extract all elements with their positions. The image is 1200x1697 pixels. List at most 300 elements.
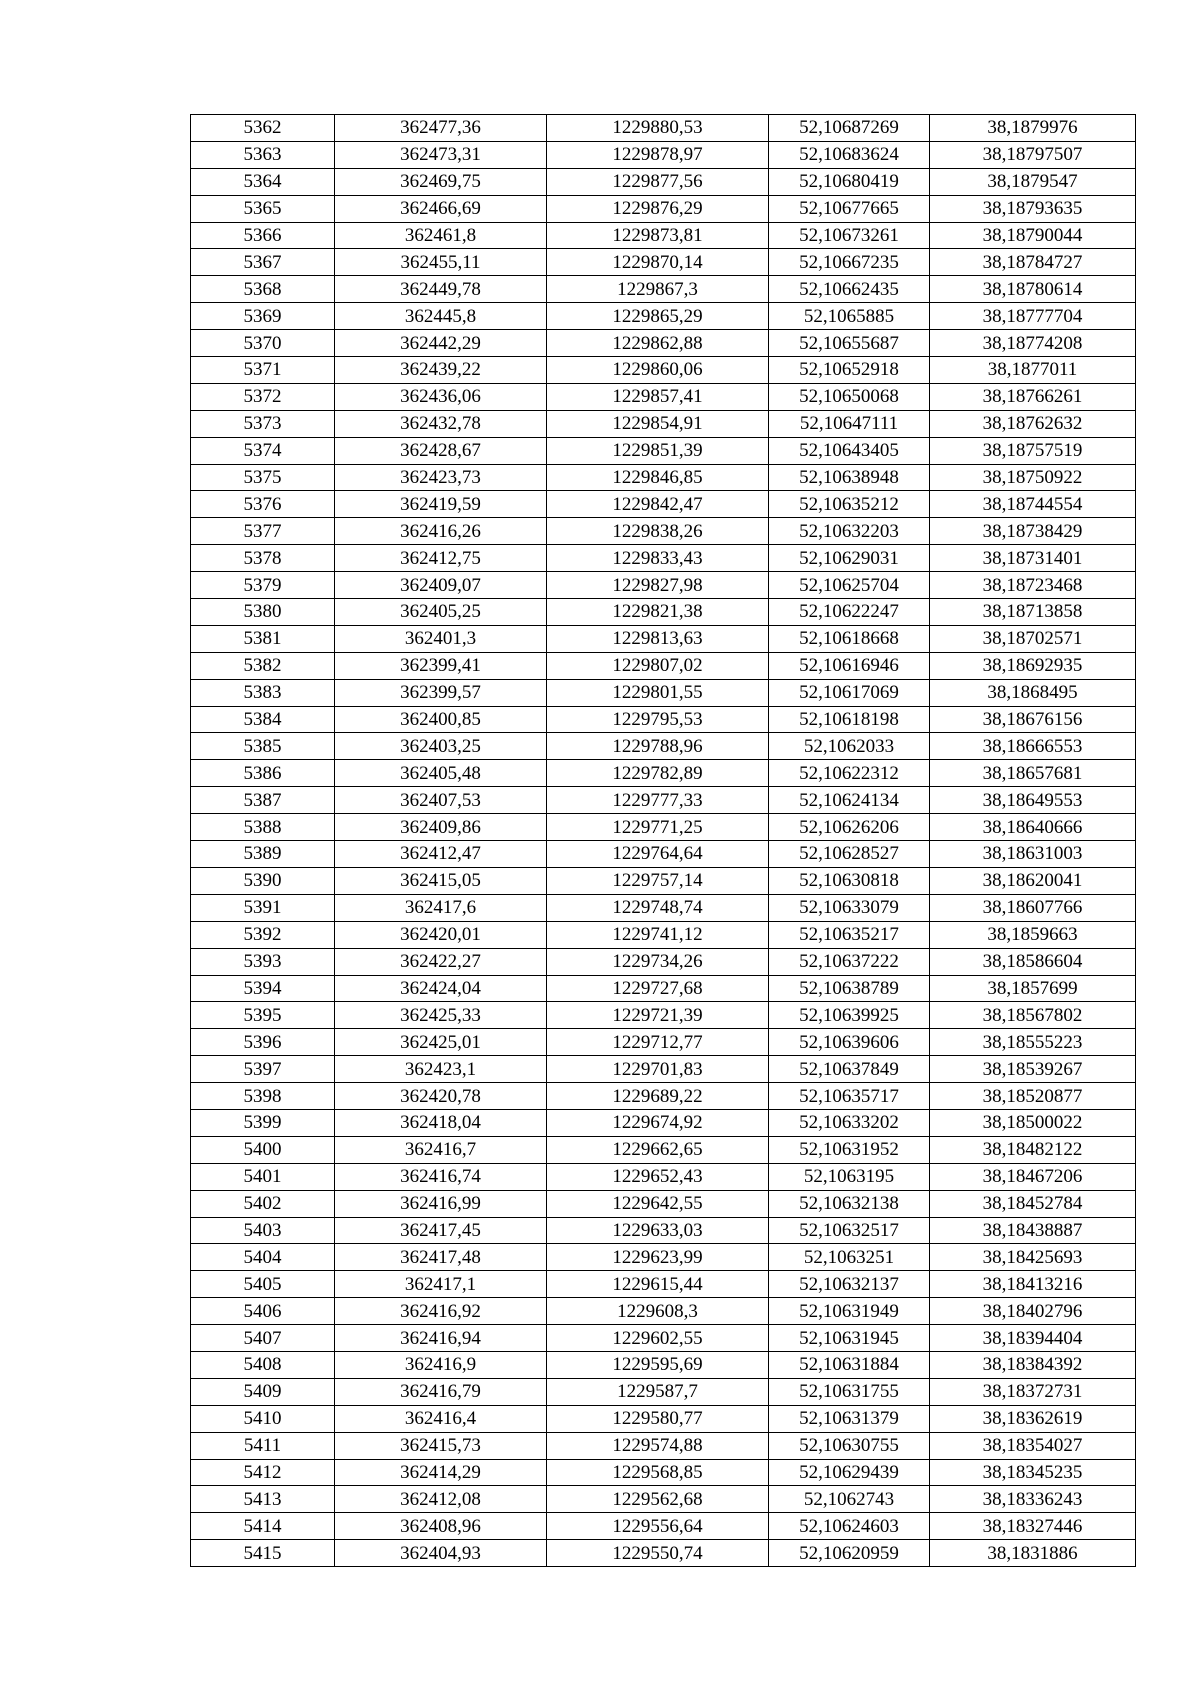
table-row — [191, 330, 1136, 357]
y-coordinate-cell: 1229870,14 — [547, 249, 769, 276]
longitude-cell: 38,18482122 — [930, 1136, 1136, 1163]
table-row — [191, 1002, 1136, 1029]
longitude-cell: 38,18425693 — [930, 1244, 1136, 1271]
point-number-cell: 5379 — [191, 572, 335, 599]
table-row — [191, 1486, 1136, 1513]
x-coordinate-cell: 362412,08 — [335, 1486, 547, 1513]
y-coordinate-cell: 1229712,77 — [547, 1029, 769, 1056]
point-number-cell: 5367 — [191, 249, 335, 276]
table-row — [191, 1029, 1136, 1056]
y-coordinate-cell: 1229821,38 — [547, 599, 769, 626]
y-coordinate-cell: 1229865,29 — [547, 303, 769, 330]
x-coordinate-cell: 362425,01 — [335, 1029, 547, 1056]
x-coordinate-cell: 362415,73 — [335, 1432, 547, 1459]
table-row — [191, 383, 1136, 410]
x-coordinate-cell: 362401,3 — [335, 625, 547, 652]
y-coordinate-cell: 1229857,41 — [547, 383, 769, 410]
longitude-cell: 38,18780614 — [930, 276, 1136, 303]
x-coordinate-cell: 362415,05 — [335, 867, 547, 894]
x-coordinate-cell: 362423,1 — [335, 1056, 547, 1083]
table-row — [191, 599, 1136, 626]
y-coordinate-cell: 1229867,3 — [547, 276, 769, 303]
y-coordinate-cell: 1229827,98 — [547, 572, 769, 599]
y-coordinate-cell: 1229771,25 — [547, 814, 769, 841]
latitude-cell: 52,10628527 — [769, 841, 930, 868]
x-coordinate-cell: 362439,22 — [335, 357, 547, 384]
point-number-cell: 5414 — [191, 1513, 335, 1540]
table-row — [191, 1109, 1136, 1136]
table-row — [191, 572, 1136, 599]
longitude-cell: 38,18354027 — [930, 1432, 1136, 1459]
y-coordinate-cell: 1229674,92 — [547, 1109, 769, 1136]
latitude-cell: 52,10622247 — [769, 599, 930, 626]
latitude-cell: 52,10637849 — [769, 1056, 930, 1083]
latitude-cell: 52,10622312 — [769, 760, 930, 787]
x-coordinate-cell: 362405,25 — [335, 599, 547, 626]
y-coordinate-cell: 1229851,39 — [547, 437, 769, 464]
x-coordinate-cell: 362416,9 — [335, 1351, 547, 1378]
y-coordinate-cell: 1229801,55 — [547, 679, 769, 706]
point-number-cell: 5385 — [191, 733, 335, 760]
y-coordinate-cell: 1229846,85 — [547, 464, 769, 491]
point-number-cell: 5412 — [191, 1459, 335, 1486]
point-number-cell: 5394 — [191, 975, 335, 1002]
longitude-cell: 38,18372731 — [930, 1378, 1136, 1405]
x-coordinate-cell: 362419,59 — [335, 491, 547, 518]
table-row — [191, 1325, 1136, 1352]
table-row — [191, 867, 1136, 894]
x-coordinate-cell: 362407,53 — [335, 787, 547, 814]
latitude-cell: 52,10631755 — [769, 1378, 930, 1405]
latitude-cell: 52,10624603 — [769, 1513, 930, 1540]
table-row — [191, 1459, 1136, 1486]
longitude-cell: 38,18649553 — [930, 787, 1136, 814]
table-row — [191, 115, 1136, 142]
point-number-cell: 5383 — [191, 679, 335, 706]
y-coordinate-cell: 1229860,06 — [547, 357, 769, 384]
y-coordinate-cell: 1229873,81 — [547, 222, 769, 249]
y-coordinate-cell: 1229662,65 — [547, 1136, 769, 1163]
x-coordinate-cell: 362445,8 — [335, 303, 547, 330]
table-row — [191, 1432, 1136, 1459]
y-coordinate-cell: 1229608,3 — [547, 1298, 769, 1325]
latitude-cell: 52,1062743 — [769, 1486, 930, 1513]
x-coordinate-cell: 362417,48 — [335, 1244, 547, 1271]
y-coordinate-cell: 1229587,7 — [547, 1378, 769, 1405]
latitude-cell: 52,1065885 — [769, 303, 930, 330]
x-coordinate-cell: 362414,29 — [335, 1459, 547, 1486]
x-coordinate-cell: 362416,92 — [335, 1298, 547, 1325]
y-coordinate-cell: 1229701,83 — [547, 1056, 769, 1083]
table-row — [191, 1083, 1136, 1110]
longitude-cell: 38,18744554 — [930, 491, 1136, 518]
table-row — [191, 814, 1136, 841]
point-number-cell: 5393 — [191, 948, 335, 975]
longitude-cell: 38,18413216 — [930, 1271, 1136, 1298]
latitude-cell: 52,10635217 — [769, 921, 930, 948]
longitude-cell: 38,1831886 — [930, 1540, 1136, 1567]
x-coordinate-cell: 362420,78 — [335, 1083, 547, 1110]
longitude-cell: 38,1879547 — [930, 168, 1136, 195]
y-coordinate-cell: 1229877,56 — [547, 168, 769, 195]
longitude-cell: 38,18327446 — [930, 1513, 1136, 1540]
table-row — [191, 1540, 1136, 1567]
longitude-cell: 38,18757519 — [930, 437, 1136, 464]
point-number-cell: 5386 — [191, 760, 335, 787]
table-row — [191, 1163, 1136, 1190]
y-coordinate-cell: 1229623,99 — [547, 1244, 769, 1271]
y-coordinate-cell: 1229854,91 — [547, 410, 769, 437]
table-row — [191, 1217, 1136, 1244]
x-coordinate-cell: 362424,04 — [335, 975, 547, 1002]
point-number-cell: 5392 — [191, 921, 335, 948]
table-row — [191, 975, 1136, 1002]
point-number-cell: 5396 — [191, 1029, 335, 1056]
latitude-cell: 52,1062033 — [769, 733, 930, 760]
table-row — [191, 168, 1136, 195]
table-row — [191, 518, 1136, 545]
latitude-cell: 52,10626206 — [769, 814, 930, 841]
point-number-cell: 5387 — [191, 787, 335, 814]
latitude-cell: 52,10635212 — [769, 491, 930, 518]
point-number-cell: 5407 — [191, 1325, 335, 1352]
table-row — [191, 1378, 1136, 1405]
longitude-cell: 38,18607766 — [930, 894, 1136, 921]
point-number-cell: 5364 — [191, 168, 335, 195]
point-number-cell: 5406 — [191, 1298, 335, 1325]
x-coordinate-cell: 362404,93 — [335, 1540, 547, 1567]
point-number-cell: 5403 — [191, 1217, 335, 1244]
y-coordinate-cell: 1229862,88 — [547, 330, 769, 357]
table-row — [191, 222, 1136, 249]
point-number-cell: 5389 — [191, 841, 335, 868]
latitude-cell: 52,10616946 — [769, 652, 930, 679]
x-coordinate-cell: 362455,11 — [335, 249, 547, 276]
longitude-cell: 38,18336243 — [930, 1486, 1136, 1513]
latitude-cell: 52,10620959 — [769, 1540, 930, 1567]
latitude-cell: 52,10632138 — [769, 1190, 930, 1217]
point-number-cell: 5408 — [191, 1351, 335, 1378]
longitude-cell: 38,18438887 — [930, 1217, 1136, 1244]
y-coordinate-cell: 1229764,64 — [547, 841, 769, 868]
x-coordinate-cell: 362473,31 — [335, 141, 547, 168]
longitude-cell: 38,18731401 — [930, 545, 1136, 572]
latitude-cell: 52,10638948 — [769, 464, 930, 491]
latitude-cell: 52,10632517 — [769, 1217, 930, 1244]
x-coordinate-cell: 362442,29 — [335, 330, 547, 357]
y-coordinate-cell: 1229777,33 — [547, 787, 769, 814]
latitude-cell: 52,10635717 — [769, 1083, 930, 1110]
x-coordinate-cell: 362405,48 — [335, 760, 547, 787]
point-number-cell: 5384 — [191, 706, 335, 733]
point-number-cell: 5415 — [191, 1540, 335, 1567]
point-number-cell: 5404 — [191, 1244, 335, 1271]
x-coordinate-cell: 362416,26 — [335, 518, 547, 545]
point-number-cell: 5365 — [191, 195, 335, 222]
latitude-cell: 52,10662435 — [769, 276, 930, 303]
longitude-cell: 38,18790044 — [930, 222, 1136, 249]
longitude-cell: 38,18750922 — [930, 464, 1136, 491]
table-row — [191, 921, 1136, 948]
y-coordinate-cell: 1229807,02 — [547, 652, 769, 679]
point-number-cell: 5395 — [191, 1002, 335, 1029]
latitude-cell: 52,10632203 — [769, 518, 930, 545]
x-coordinate-cell: 362400,85 — [335, 706, 547, 733]
x-coordinate-cell: 362399,41 — [335, 652, 547, 679]
coordinates-table — [190, 114, 1136, 1567]
y-coordinate-cell: 1229782,89 — [547, 760, 769, 787]
table-row — [191, 894, 1136, 921]
latitude-cell: 52,10639925 — [769, 1002, 930, 1029]
point-number-cell: 5409 — [191, 1378, 335, 1405]
table-row — [191, 787, 1136, 814]
x-coordinate-cell: 362399,57 — [335, 679, 547, 706]
point-number-cell: 5405 — [191, 1271, 335, 1298]
y-coordinate-cell: 1229580,77 — [547, 1405, 769, 1432]
table-row — [191, 1513, 1136, 1540]
y-coordinate-cell: 1229813,63 — [547, 625, 769, 652]
table-row — [191, 141, 1136, 168]
latitude-cell: 52,10618668 — [769, 625, 930, 652]
point-number-cell: 5375 — [191, 464, 335, 491]
table-row — [191, 679, 1136, 706]
longitude-cell: 38,18702571 — [930, 625, 1136, 652]
y-coordinate-cell: 1229795,53 — [547, 706, 769, 733]
longitude-cell: 38,18762632 — [930, 410, 1136, 437]
longitude-cell: 38,18394404 — [930, 1325, 1136, 1352]
y-coordinate-cell: 1229562,68 — [547, 1486, 769, 1513]
latitude-cell: 52,10631949 — [769, 1298, 930, 1325]
latitude-cell: 52,10647111 — [769, 410, 930, 437]
table-row — [191, 1405, 1136, 1432]
y-coordinate-cell: 1229550,74 — [547, 1540, 769, 1567]
point-number-cell: 5411 — [191, 1432, 335, 1459]
latitude-cell: 52,1063251 — [769, 1244, 930, 1271]
longitude-cell: 38,18384392 — [930, 1351, 1136, 1378]
longitude-cell: 38,18784727 — [930, 249, 1136, 276]
table-row — [191, 1298, 1136, 1325]
longitude-cell: 38,18362619 — [930, 1405, 1136, 1432]
x-coordinate-cell: 362409,07 — [335, 572, 547, 599]
longitude-cell: 38,1868495 — [930, 679, 1136, 706]
point-number-cell: 5363 — [191, 141, 335, 168]
x-coordinate-cell: 362409,86 — [335, 814, 547, 841]
longitude-cell: 38,1879976 — [930, 115, 1136, 142]
longitude-cell: 38,18713858 — [930, 599, 1136, 626]
table-row — [191, 545, 1136, 572]
table-row — [191, 841, 1136, 868]
point-number-cell: 5413 — [191, 1486, 335, 1513]
point-number-cell: 5368 — [191, 276, 335, 303]
x-coordinate-cell: 362408,96 — [335, 1513, 547, 1540]
longitude-cell: 38,18402796 — [930, 1298, 1136, 1325]
longitude-cell: 38,18452784 — [930, 1190, 1136, 1217]
latitude-cell: 52,10638789 — [769, 975, 930, 1002]
point-number-cell: 5374 — [191, 437, 335, 464]
x-coordinate-cell: 362477,36 — [335, 115, 547, 142]
table-row — [191, 491, 1136, 518]
table-row — [191, 1136, 1136, 1163]
point-number-cell: 5362 — [191, 115, 335, 142]
x-coordinate-cell: 362428,67 — [335, 437, 547, 464]
table-row — [191, 303, 1136, 330]
point-number-cell: 5382 — [191, 652, 335, 679]
point-number-cell: 5373 — [191, 410, 335, 437]
longitude-cell: 38,18793635 — [930, 195, 1136, 222]
longitude-cell: 38,18657681 — [930, 760, 1136, 787]
y-coordinate-cell: 1229838,26 — [547, 518, 769, 545]
point-number-cell: 5410 — [191, 1405, 335, 1432]
latitude-cell: 52,10624134 — [769, 787, 930, 814]
point-number-cell: 5397 — [191, 1056, 335, 1083]
latitude-cell: 52,10667235 — [769, 249, 930, 276]
y-coordinate-cell: 1229876,29 — [547, 195, 769, 222]
y-coordinate-cell: 1229741,12 — [547, 921, 769, 948]
latitude-cell: 52,1063195 — [769, 1163, 930, 1190]
y-coordinate-cell: 1229734,26 — [547, 948, 769, 975]
x-coordinate-cell: 362420,01 — [335, 921, 547, 948]
table-row — [191, 652, 1136, 679]
table-row — [191, 1244, 1136, 1271]
longitude-cell: 38,18738429 — [930, 518, 1136, 545]
y-coordinate-cell: 1229633,03 — [547, 1217, 769, 1244]
table-row — [191, 760, 1136, 787]
latitude-cell: 52,10637222 — [769, 948, 930, 975]
point-number-cell: 5380 — [191, 599, 335, 626]
longitude-cell: 38,18539267 — [930, 1056, 1136, 1083]
longitude-cell: 38,1859663 — [930, 921, 1136, 948]
longitude-cell: 38,18555223 — [930, 1029, 1136, 1056]
x-coordinate-cell: 362416,4 — [335, 1405, 547, 1432]
table-row — [191, 1190, 1136, 1217]
longitude-cell: 38,18631003 — [930, 841, 1136, 868]
x-coordinate-cell: 362432,78 — [335, 410, 547, 437]
y-coordinate-cell: 1229833,43 — [547, 545, 769, 572]
y-coordinate-cell: 1229788,96 — [547, 733, 769, 760]
longitude-cell: 38,18676156 — [930, 706, 1136, 733]
y-coordinate-cell: 1229721,39 — [547, 1002, 769, 1029]
latitude-cell: 52,10617069 — [769, 679, 930, 706]
longitude-cell: 38,18797507 — [930, 141, 1136, 168]
latitude-cell: 52,10632137 — [769, 1271, 930, 1298]
point-number-cell: 5402 — [191, 1190, 335, 1217]
x-coordinate-cell: 362416,94 — [335, 1325, 547, 1352]
latitude-cell: 52,10639606 — [769, 1029, 930, 1056]
longitude-cell: 38,1877011 — [930, 357, 1136, 384]
table-row — [191, 948, 1136, 975]
y-coordinate-cell: 1229652,43 — [547, 1163, 769, 1190]
table-row — [191, 276, 1136, 303]
x-coordinate-cell: 362418,04 — [335, 1109, 547, 1136]
table-row — [191, 1351, 1136, 1378]
latitude-cell: 52,10652918 — [769, 357, 930, 384]
latitude-cell: 52,10677665 — [769, 195, 930, 222]
longitude-cell: 38,18467206 — [930, 1163, 1136, 1190]
latitude-cell: 52,10650068 — [769, 383, 930, 410]
point-number-cell: 5369 — [191, 303, 335, 330]
latitude-cell: 52,10629439 — [769, 1459, 930, 1486]
coordinates-table-body — [191, 115, 1136, 1567]
point-number-cell: 5391 — [191, 894, 335, 921]
point-number-cell: 5400 — [191, 1136, 335, 1163]
longitude-cell: 38,18777704 — [930, 303, 1136, 330]
latitude-cell: 52,10631884 — [769, 1351, 930, 1378]
y-coordinate-cell: 1229757,14 — [547, 867, 769, 894]
y-coordinate-cell: 1229602,55 — [547, 1325, 769, 1352]
x-coordinate-cell: 362416,79 — [335, 1378, 547, 1405]
latitude-cell: 52,10655687 — [769, 330, 930, 357]
y-coordinate-cell: 1229642,55 — [547, 1190, 769, 1217]
point-number-cell: 5376 — [191, 491, 335, 518]
x-coordinate-cell: 362416,99 — [335, 1190, 547, 1217]
latitude-cell: 52,10625704 — [769, 572, 930, 599]
longitude-cell: 38,18520877 — [930, 1083, 1136, 1110]
x-coordinate-cell: 362417,1 — [335, 1271, 547, 1298]
x-coordinate-cell: 362436,06 — [335, 383, 547, 410]
longitude-cell: 38,18774208 — [930, 330, 1136, 357]
y-coordinate-cell: 1229595,69 — [547, 1351, 769, 1378]
x-coordinate-cell: 362412,75 — [335, 545, 547, 572]
longitude-cell: 38,18586604 — [930, 948, 1136, 975]
point-number-cell: 5371 — [191, 357, 335, 384]
x-coordinate-cell: 362417,6 — [335, 894, 547, 921]
latitude-cell: 52,10629031 — [769, 545, 930, 572]
table-row — [191, 1056, 1136, 1083]
longitude-cell: 38,18640666 — [930, 814, 1136, 841]
longitude-cell: 38,18345235 — [930, 1459, 1136, 1486]
table-row — [191, 733, 1136, 760]
latitude-cell: 52,10618198 — [769, 706, 930, 733]
latitude-cell: 52,10687269 — [769, 115, 930, 142]
y-coordinate-cell: 1229878,97 — [547, 141, 769, 168]
latitude-cell: 52,10683624 — [769, 141, 930, 168]
table-row — [191, 625, 1136, 652]
longitude-cell: 38,18666553 — [930, 733, 1136, 760]
point-number-cell: 5398 — [191, 1083, 335, 1110]
y-coordinate-cell: 1229568,85 — [547, 1459, 769, 1486]
y-coordinate-cell: 1229748,74 — [547, 894, 769, 921]
table-row — [191, 249, 1136, 276]
point-number-cell: 5399 — [191, 1109, 335, 1136]
x-coordinate-cell: 362417,45 — [335, 1217, 547, 1244]
point-number-cell: 5378 — [191, 545, 335, 572]
point-number-cell: 5381 — [191, 625, 335, 652]
x-coordinate-cell: 362466,69 — [335, 195, 547, 222]
latitude-cell: 52,10631952 — [769, 1136, 930, 1163]
x-coordinate-cell: 362461,8 — [335, 222, 547, 249]
latitude-cell: 52,10631945 — [769, 1325, 930, 1352]
table-row — [191, 437, 1136, 464]
point-number-cell: 5372 — [191, 383, 335, 410]
latitude-cell: 52,10630755 — [769, 1432, 930, 1459]
table-row — [191, 464, 1136, 491]
x-coordinate-cell: 362425,33 — [335, 1002, 547, 1029]
x-coordinate-cell: 362416,74 — [335, 1163, 547, 1190]
x-coordinate-cell: 362449,78 — [335, 276, 547, 303]
point-number-cell: 5390 — [191, 867, 335, 894]
longitude-cell: 38,1857699 — [930, 975, 1136, 1002]
longitude-cell: 38,18766261 — [930, 383, 1136, 410]
latitude-cell: 52,10630818 — [769, 867, 930, 894]
latitude-cell: 52,10680419 — [769, 168, 930, 195]
longitude-cell: 38,18567802 — [930, 1002, 1136, 1029]
latitude-cell: 52,10631379 — [769, 1405, 930, 1432]
x-coordinate-cell: 362469,75 — [335, 168, 547, 195]
x-coordinate-cell: 362412,47 — [335, 841, 547, 868]
x-coordinate-cell: 362403,25 — [335, 733, 547, 760]
table-row — [191, 1271, 1136, 1298]
table-row — [191, 195, 1136, 222]
